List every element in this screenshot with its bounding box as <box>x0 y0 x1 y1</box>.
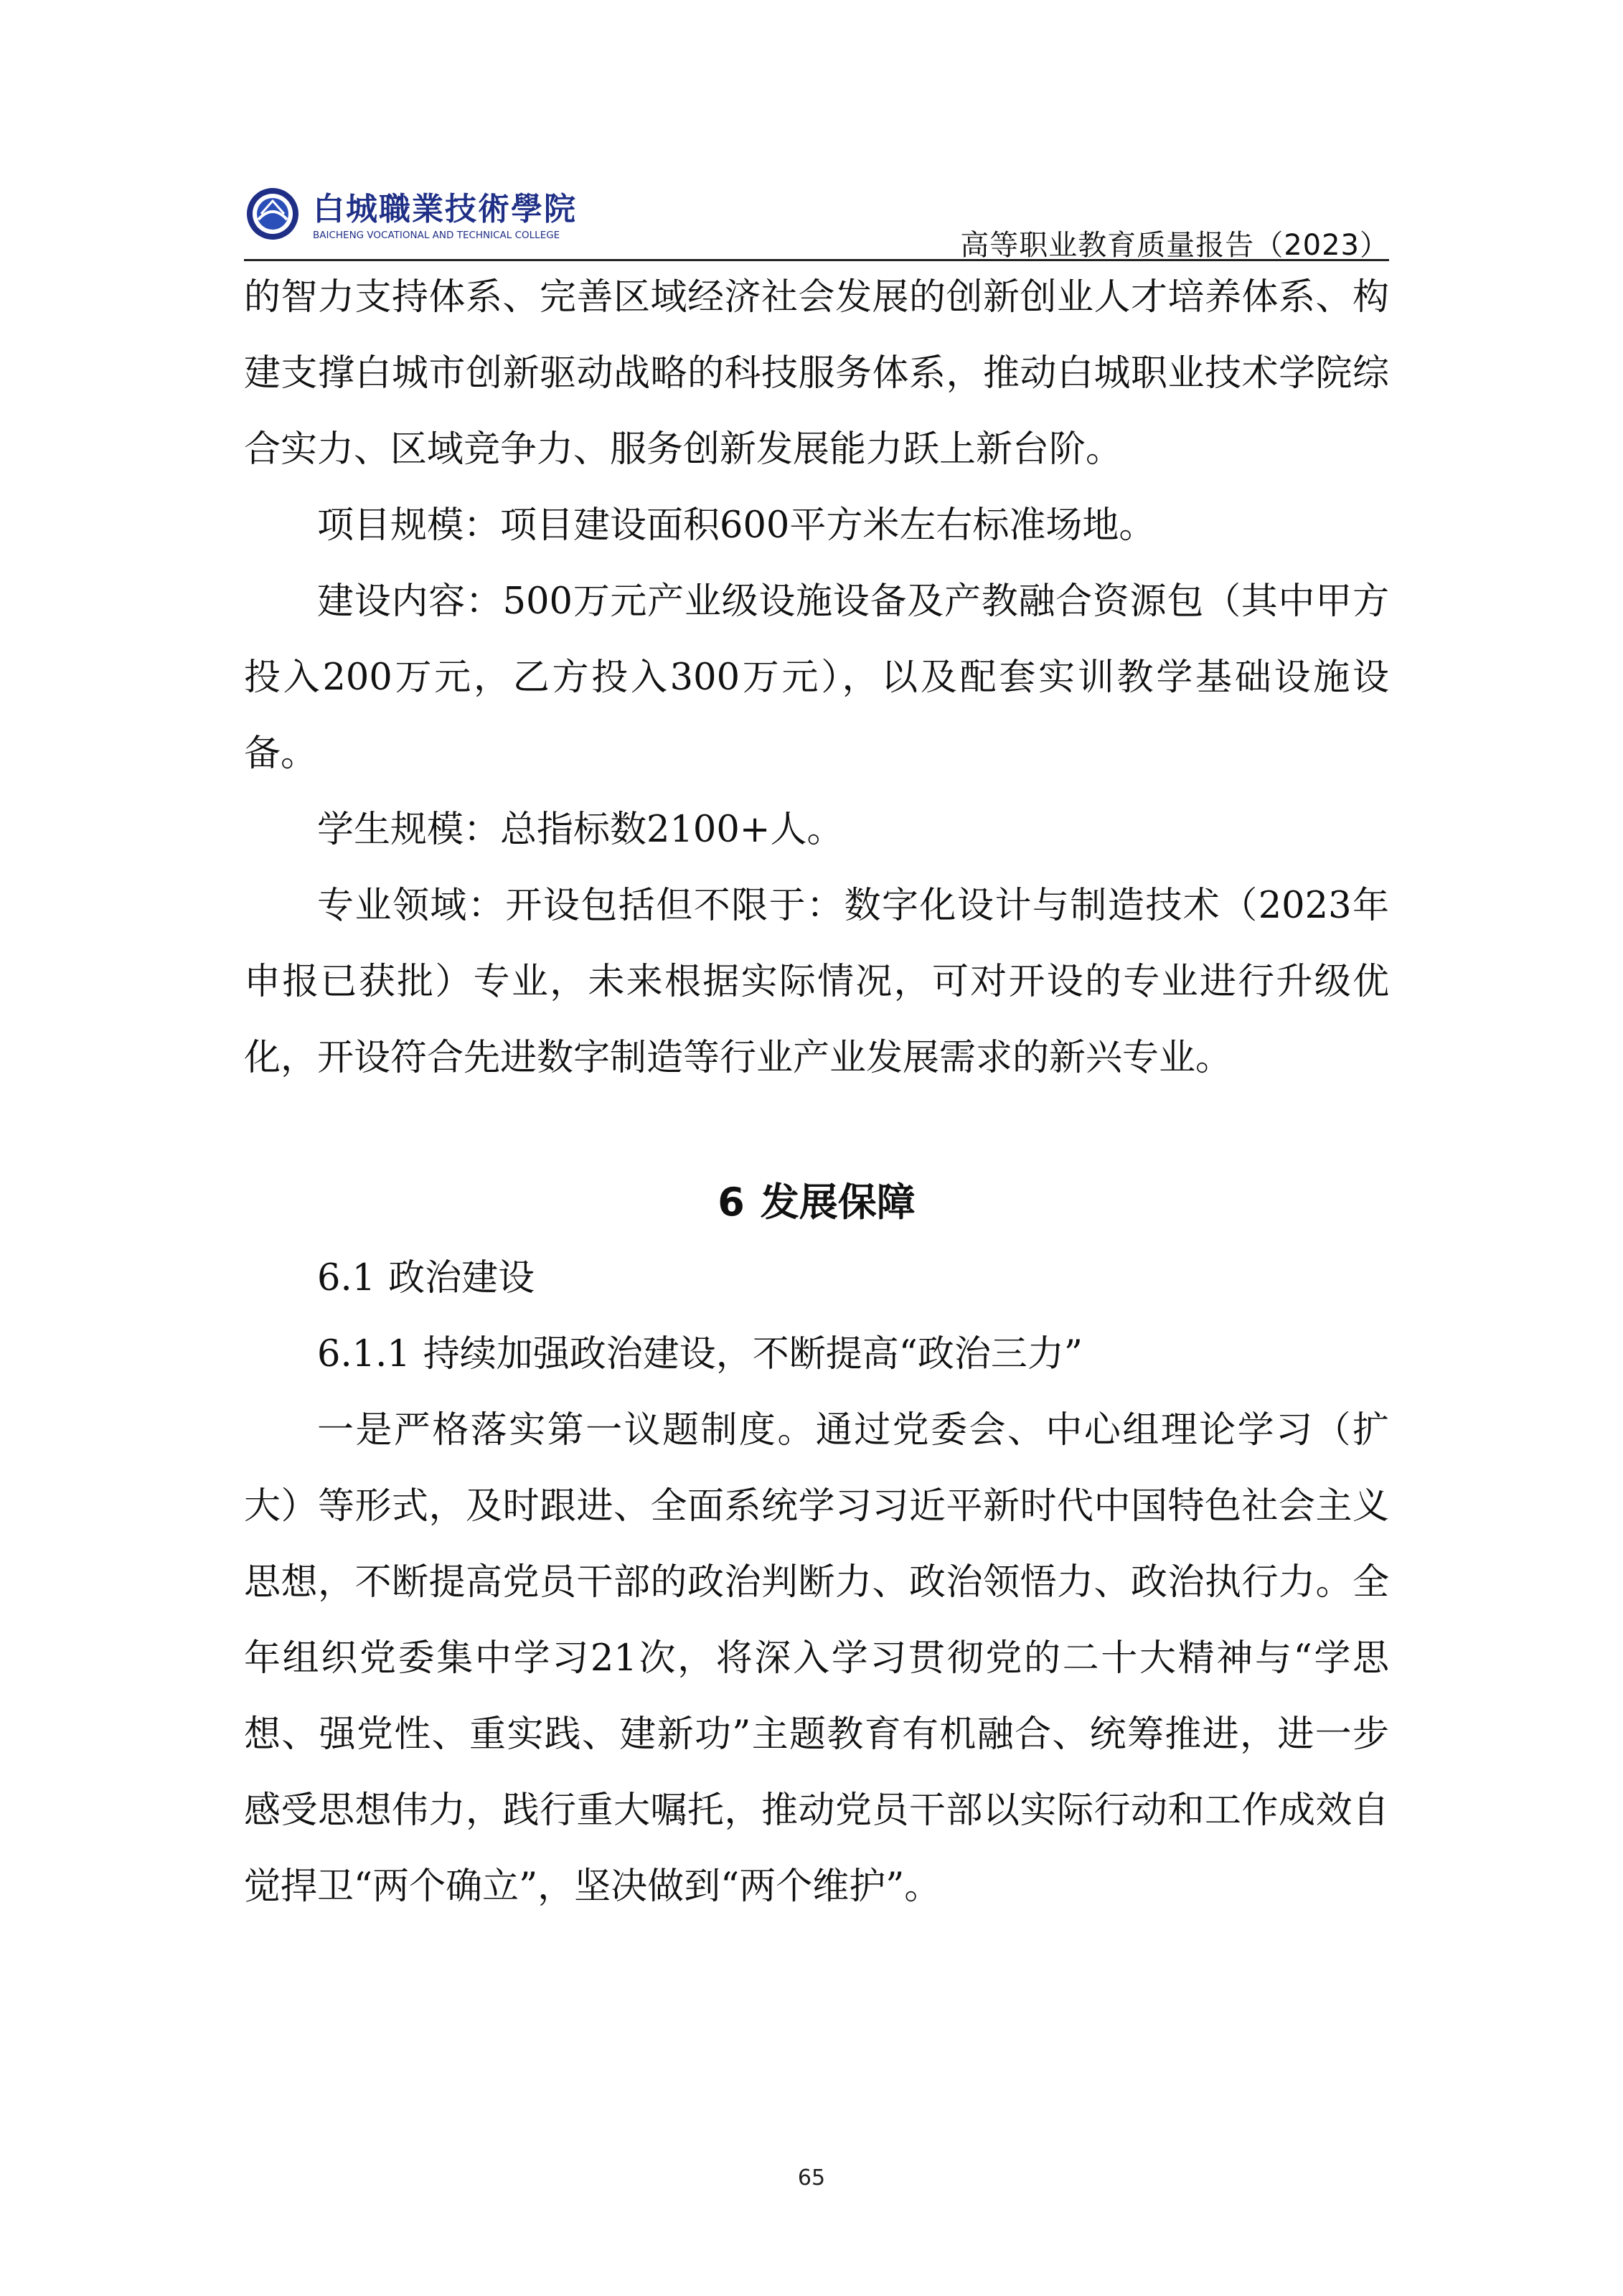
paragraph: 的智力支持体系、完善区域经济社会发展的创新创业人才培养体系、构建支撑白城市创新驱动战略的科技服务体系，推动白城职业技术学院综合实力、区域竞争力、服务创新发展能力跃上新台阶。 <box>244 276 1389 471</box>
svg-text:BAICHENG VOCATIONAL AND TECHNI: BAICHENG VOCATIONAL AND TECHNICAL COLLEGE <box>313 230 560 241</box>
paragraph: 学生规模：总指标数2100+人。 <box>317 809 844 851</box>
page-number: 65 <box>797 2165 826 2191</box>
section-title: 政治建设 <box>388 1257 535 1299</box>
subsection-title: 持续加强政治建设，不断提高“政治三力” <box>423 1333 1083 1375</box>
college-logo <box>244 185 581 244</box>
page-body <box>244 260 1389 1925</box>
page-header <box>244 179 1389 265</box>
report-title: 高等职业教育质量报告（2023） <box>960 229 1389 262</box>
paragraph: 项目规模：项目建设面积600平方米左右标准场地。 <box>317 504 1156 547</box>
paragraph: 专业领域：开设包括但不限于：数字化设计与制造技术（2023年申报已获批）专业，未来根据实际情况，可对开设的专业进行升级优化，开设符合先进数字制造等行业产业发展需求的新兴专业。 <box>244 885 1389 1079</box>
chapter-heading <box>244 1165 1389 1241</box>
svg-text:白城職業技術學院: 白城職業技術學院 <box>313 191 577 227</box>
subsection-number: 6.1.1 <box>317 1333 410 1375</box>
paragraph: 一是严格落实第一议题制度。通过党委会、中心组理论学习（扩大）等形式，及时跟进、全面系统学习习近平新时代中国特色社会主义思想，不断提高党员干部的政治判断力、政治领悟力、政治执行力。全年组织党委集中学习21次，将深入学习贯彻党的二十大精神与“学思想、强党性、重实践、建新功”主题教育有机融合、统筹推进，进一步感受思想伟力，践行重大嘱托，推动党员干部以实际行动和工作成效自觉捍卫“两个确立”，坚决做到“两个维护”。 <box>244 1409 1389 1908</box>
section-heading <box>244 1241 1389 1317</box>
section-number: 6.1 <box>317 1257 376 1299</box>
subsection-heading <box>244 1317 1389 1393</box>
chapter-title: 发展保障 <box>760 1180 916 1225</box>
chapter-number: 6 <box>718 1180 745 1225</box>
paragraph: 建设内容：500万元产业级设施设备及产教融合资源包（其中甲方投入200万元，乙方投入300万元），以及配套实训教学基础设施设备。 <box>244 580 1389 775</box>
